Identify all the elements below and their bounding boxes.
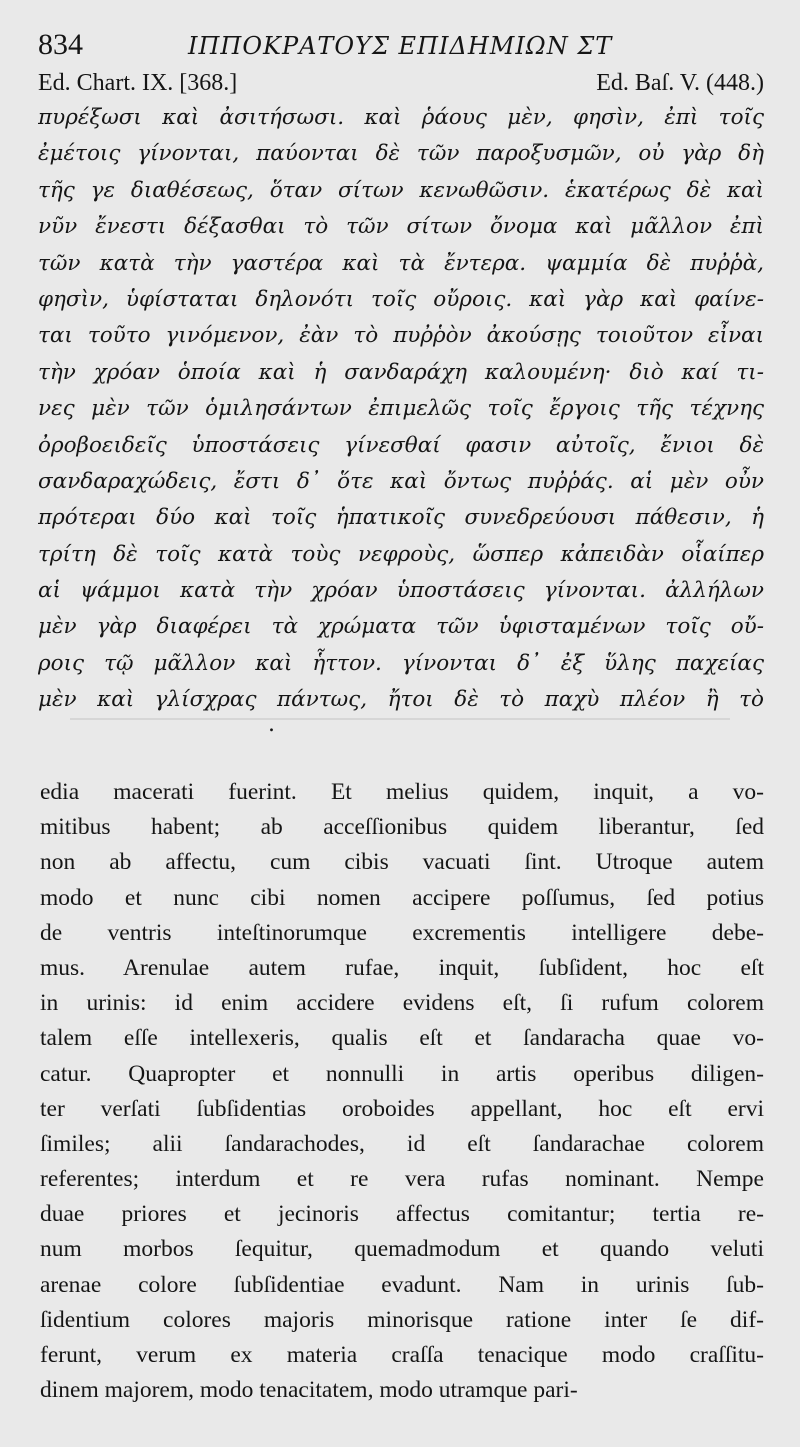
greek-text-line: τρίτη δὲ τοῖς κατὰ τοὺς νεφροὺς, ὥσπερ κἀπειδὰν οἷαίπερ	[38, 541, 764, 567]
greek-text-line: νῦν ἔνεστι δέξασθαι τὸ τῶν σίτων ὄνομα καὶ μᾶλλον ἐπὶ	[38, 214, 764, 240]
latin-text-line: edia macerati fuerint. Et melius quidem, inquit, a vo-	[40, 779, 764, 805]
latin-text-line: talem eſſe intellexeris, qualis eſt et ſandaracha quae vo-	[40, 1025, 764, 1052]
greek-text-line: ἐμέτοις γίνονται, παύονται δὲ τῶν παροξυσμῶν, οὐ γὰρ δὴ	[38, 141, 764, 167]
greek-text-line: αἱ ψάμμοι κατὰ τὴν χρόαν ὑποστάσεις γίνονται. ἀλλήλων	[38, 578, 764, 604]
edition-basel-reference: Ed. Baſ. V. (448.)	[596, 70, 764, 96]
latin-text-line: modo et nunc cibi nomen accipere poſſumus, ſed potius	[40, 884, 764, 911]
greek-text-line: σανδαραχώδεις, ἔστι δ᾽ ὅτε καὶ ὄντως πυῤῥάς. αἱ μὲν οὖν	[38, 468, 764, 494]
latin-text-line: ſidentium colores majoris minorisque ratione inter ſe dif-	[40, 1306, 764, 1333]
greek-text-line: ται τοῦτο γινόμενον, ἐὰν τὸ πυῤῥὸν ἀκούσῃς τοιοῦτον εἶναι	[38, 323, 764, 349]
latin-text-line: de ventris inteſtinorumque excrementis intelligere debe-	[40, 919, 764, 946]
greek-text-line: ὀροβοειδεῖς ὑποστάσεις γίνεσθαί φασιν αὐτοῖς, ἔνιοι δὲ	[38, 432, 764, 458]
greek-text-line: τῶν κατὰ τὴν γαστέρα καὶ τὰ ἔντερα. ψαμμία δὲ πυῤῥὰ,	[38, 250, 764, 276]
latin-text-line: referentes; interdum et re vera rufas nominant. Nempe	[40, 1166, 764, 1193]
latin-text-line: dinem majorem, modo tenacitatem, modo utramque pari-	[40, 1377, 578, 1404]
latin-text-line: ferunt, verum ex materia craſſa tenacique modo craſſitu-	[40, 1342, 764, 1368]
greek-text-line: τῆς γε διαθέσεως, ὅταν σίτων κενωθῶσιν. ἑκατέρως δὲ καὶ	[38, 177, 764, 203]
greek-text-line: φησὶν, ὑφίσταται δηλονότι τοῖς οὔροις. καὶ γὰρ καὶ φαίνε-	[38, 286, 764, 312]
latin-text-line: catur. Quapropter et nonnulli in artis operibus diligen-	[40, 1060, 764, 1087]
latin-text-line: ter verſati ſubſidentias oroboides appellant, hoc eſt ervi	[40, 1095, 764, 1122]
latin-text-line: ſimiles; alii ſandarachodes, id eſt ſandarachae colorem	[40, 1130, 764, 1157]
page-number: 834	[38, 28, 83, 61]
latin-text-line: duae priores et jecinoris affectus comitantur; tertia re-	[40, 1201, 764, 1228]
greek-text-line: ροις τῷ μᾶλλον καὶ ἧττον. γίνονται δ᾽ ἐξ ὕλης παχείας	[38, 650, 764, 676]
section-end-mark: .	[268, 712, 275, 737]
latin-text-line: mus. Arenulae autem rufae, inquit, ſubſident, hoc eſt	[40, 954, 764, 981]
latin-text-block	[40, 775, 764, 1408]
latin-text-line: mitibus habent; ab acceſſionibus quidem liberantur, ſed	[40, 814, 764, 841]
greek-text-line: πυρέξωσι καὶ ἀσιτήσωσι. καὶ ῥάους μὲν, φησὶν, ἐπὶ τοῖς	[38, 105, 764, 130]
show-through-line	[70, 718, 730, 720]
latin-text-line: num morbos ſequitur, quemadmodum et quando veluti	[40, 1236, 764, 1263]
greek-text-block	[38, 100, 764, 719]
greek-text-line: μὲν γὰρ διαφέρει τὰ χρώματα τῶν ὑφισταμένων τοῖς οὔ-	[38, 614, 764, 640]
latin-text-line: non ab affectu, cum cibis vacuati ſint. Utroque autem	[40, 849, 764, 876]
show-through-text	[40, 708, 760, 732]
running-title: ΙΠΠΟΚΡΑΤΟΥΣ ΕΠΙΔΗΜΙΩΝ ΣΤ	[188, 32, 613, 60]
page-header	[38, 28, 770, 68]
greek-text-line: μὲν καὶ γλίσχρας πάντως, ἤτοι δὲ τὸ παχὺ πλέον ἢ τὸ	[38, 687, 764, 713]
greek-text-line: νες μὲν τῶν ὁμιλησάντων ἐπιμελῶς τοῖς ἔργοις τῆς τέχνης	[38, 396, 764, 422]
edition-chartier-reference: Ed. Chart. IX. [368.]	[38, 70, 238, 96]
greek-text-line: τὴν χρόαν ὁποία καὶ ἡ σανδαράχη καλουμένη· διὸ καί τι-	[38, 359, 764, 385]
latin-text-line: in urinis: id enim accidere evidens eſt, ſi rufum colorem	[40, 990, 764, 1017]
edition-reference-line	[38, 70, 764, 100]
latin-text-line: arenae colore ſubſidentiae evadunt. Nam in urinis ſub-	[40, 1271, 764, 1298]
greek-text-line: πρότεραι δύο καὶ τοῖς ἡπατικοῖς συνεδρεύουσι πάθεσιν, ἡ	[38, 505, 764, 531]
